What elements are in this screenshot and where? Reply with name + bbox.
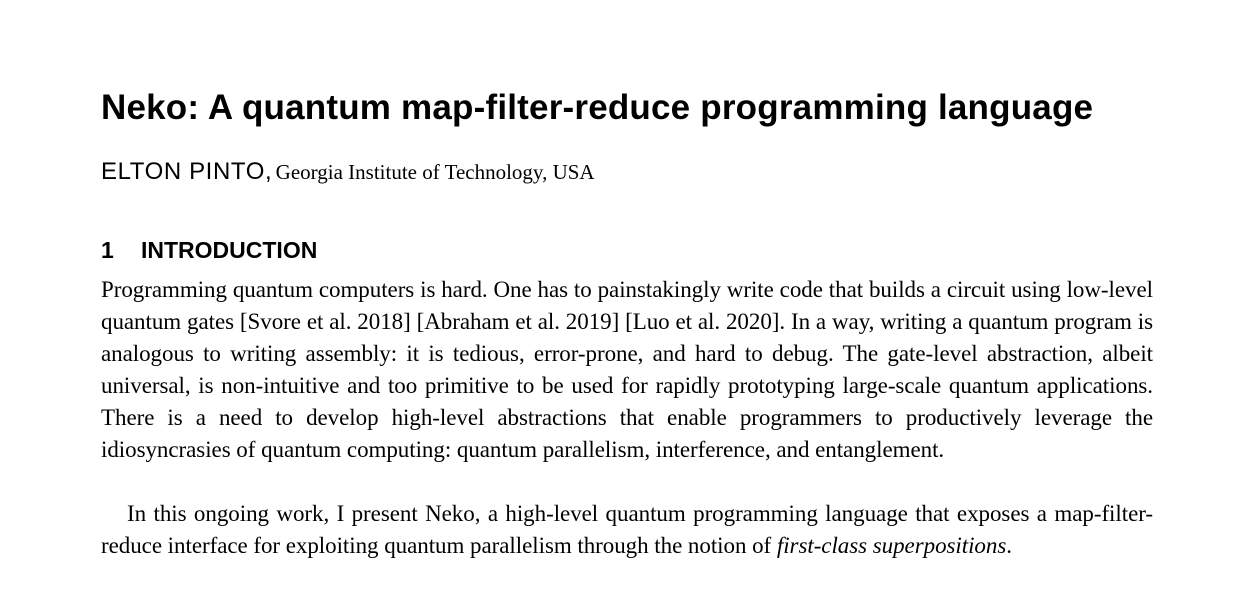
paragraph-2-emphasis: first-class superpositions [776, 533, 1007, 558]
intro-paragraph-2 [101, 498, 1153, 562]
author-name: ELTON PINTO [101, 158, 265, 185]
section-heading [101, 235, 317, 265]
intro-paragraph-1: Programming quantum computers is hard. One has to painstakingly write code that builds a circuit using low-level quantum gates [Svore et al. 2018] [Abraham et al. 2019] [Luo et al. 2020]. In a way, writing a quantum program is analogous to writing assembly: it is tedious, error-prone, and hard to debug. The gate-level abstraction, albeit universal, is non-intuitive and too primitive to be used for rapidly prototyping large-scale quantum applications. There is a need to develop high-level abstractions that enable programmers to productively leverage the idiosyncrasies of quantum computing: quantum parallelism, interference, and entanglement. [101, 277, 1153, 462]
paragraph-2-end: . [1006, 533, 1012, 558]
paragraph-2-text: In this ongoing work, I present Neko, a high-level quantum programming language that exposes a map-filter-reduce interface for exploiting quantum parallelism through the notion of [101, 501, 1153, 558]
author-affiliation: Georgia Institute of Technology, USA [275, 160, 595, 184]
author-line [101, 158, 1153, 186]
section-number: 1 [101, 237, 114, 263]
paper-title: Neko: A quantum map-filter-reduce programming language [101, 88, 1094, 127]
section-title: INTRODUCTION [141, 237, 318, 263]
author-separator: , [264, 158, 272, 185]
